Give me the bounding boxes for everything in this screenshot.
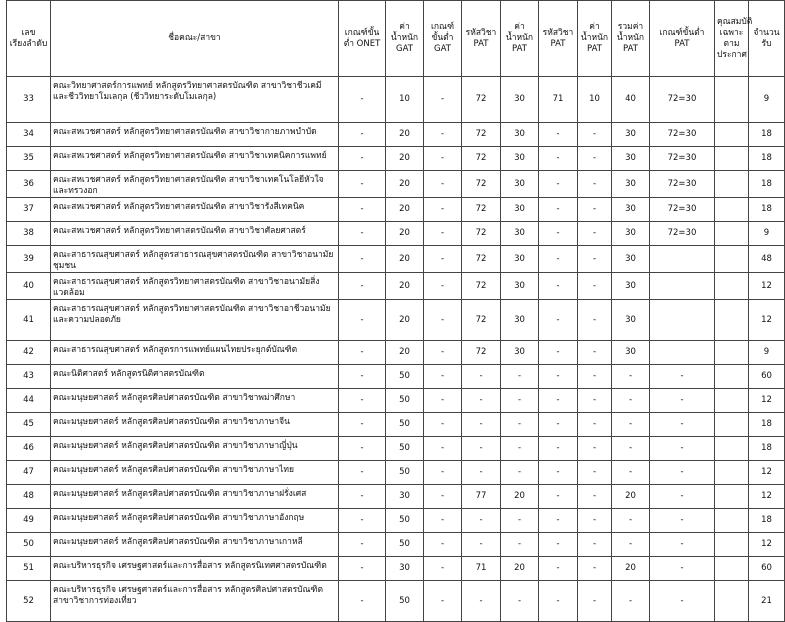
- cell-gat-min: -: [424, 123, 462, 147]
- cell-no: 38: [7, 222, 51, 246]
- cell-name: คณะสาธารณสุขศาสตร์ หลักสูตรการแพทย์แผนไทยประยุกต์บัณฑิต: [51, 341, 339, 365]
- cell-pat-code2: 71: [539, 77, 578, 123]
- cell-no: 37: [7, 198, 51, 222]
- table-row: [7, 437, 785, 461]
- cell-name: คณะสาธารณสุขศาสตร์ หลักสูตรวิทยาศาสตรบัณฑิต สาขาวิชาอาชีวอนามัยและความปลอดภัย: [51, 300, 339, 341]
- cell-seats: 18: [749, 413, 785, 437]
- cell-pat-code1: 72: [462, 246, 501, 273]
- cell-pat-code2: -: [539, 509, 578, 533]
- cell-seats: 60: [749, 557, 785, 581]
- cell-onet: -: [339, 341, 386, 365]
- cell-onet: -: [339, 557, 386, 581]
- table-row: [7, 389, 785, 413]
- cell-name: คณะมนุษยศาสตร์ หลักสูตรศิลปศาสตรบัณฑิต สาขาวิชาภาษาจีน: [51, 413, 339, 437]
- cell-onet: -: [339, 437, 386, 461]
- cell-pat-sum: -: [612, 437, 650, 461]
- cell-gat-w: 50: [386, 533, 424, 557]
- cell-seats: 9: [749, 77, 785, 123]
- cell-pat-code1: -: [462, 365, 501, 389]
- cell-gat-min: -: [424, 147, 462, 171]
- cell-pat-sum: 30: [612, 341, 650, 365]
- cell-pat-code2: -: [539, 246, 578, 273]
- cell-onet: -: [339, 300, 386, 341]
- cell-pat-code2: -: [539, 222, 578, 246]
- cell-seats: 18: [749, 437, 785, 461]
- cell-name: คณะสหเวชศาสตร์ หลักสูตรวิทยาศาสตรบัณฑิต สาขาวิชารังสีเทคนิค: [51, 198, 339, 222]
- cell-spec: [715, 273, 749, 300]
- cell-pat-code2: -: [539, 198, 578, 222]
- cell-gat-min: -: [424, 557, 462, 581]
- cell-pat-w2: -: [578, 533, 612, 557]
- cell-pat-code1: -: [462, 533, 501, 557]
- cell-spec: [715, 198, 749, 222]
- cell-pat-code1: 72: [462, 273, 501, 300]
- cell-gat-min: -: [424, 581, 462, 622]
- cell-pat-w2: -: [578, 413, 612, 437]
- cell-no: 49: [7, 509, 51, 533]
- cell-no: 50: [7, 533, 51, 557]
- table-row: [7, 171, 785, 198]
- table-row: [7, 533, 785, 557]
- cell-pat-code2: -: [539, 171, 578, 198]
- cell-no: 42: [7, 341, 51, 365]
- cell-pat-w2: -: [578, 461, 612, 485]
- cell-name: คณะมนุษยศาสตร์ หลักสูตรศิลปศาสตรบัณฑิต สาขาวิชาภาษาฝรั่งเศส: [51, 485, 339, 509]
- cell-pat-w1: -: [501, 437, 539, 461]
- cell-seats: 12: [749, 533, 785, 557]
- cell-gat-min: -: [424, 509, 462, 533]
- cell-pat-w2: -: [578, 437, 612, 461]
- cell-onet: -: [339, 581, 386, 622]
- cell-pat-min: -: [650, 509, 715, 533]
- cell-name: คณะสหเวชศาสตร์ หลักสูตรวิทยาศาสตรบัณฑิต สาขาวิชาเทคโนโลยีหัวใจและทรวงอก: [51, 171, 339, 198]
- cell-gat-min: -: [424, 485, 462, 509]
- cell-spec: [715, 533, 749, 557]
- cell-pat-code2: -: [539, 147, 578, 171]
- cell-pat-w1: -: [501, 365, 539, 389]
- table-row: [7, 300, 785, 341]
- cell-seats: 18: [749, 147, 785, 171]
- cell-name: คณะสหเวชศาสตร์ หลักสูตรวิทยาศาสตรบัณฑิต สาขาวิชาศัลยศาสตร์: [51, 222, 339, 246]
- cell-pat-code2: -: [539, 341, 578, 365]
- table-row: [7, 557, 785, 581]
- cell-pat-min: [650, 300, 715, 341]
- cell-pat-min: 72=30: [650, 198, 715, 222]
- cell-pat-w1: -: [501, 389, 539, 413]
- cell-gat-min: -: [424, 171, 462, 198]
- cell-onet: -: [339, 485, 386, 509]
- cell-seats: 18: [749, 509, 785, 533]
- cell-spec: [715, 222, 749, 246]
- table-row: [7, 341, 785, 365]
- cell-name: คณะสหเวชศาสตร์ หลักสูตรวิทยาศาสตรบัณฑิต สาขาวิชากายภาพบำบัด: [51, 123, 339, 147]
- cell-gat-w: 50: [386, 389, 424, 413]
- cell-pat-code1: 72: [462, 171, 501, 198]
- cell-gat-min: -: [424, 246, 462, 273]
- table-row: [7, 413, 785, 437]
- cell-onet: -: [339, 389, 386, 413]
- cell-no: 43: [7, 365, 51, 389]
- cell-gat-min: -: [424, 389, 462, 413]
- cell-pat-code1: -: [462, 509, 501, 533]
- cell-gat-min: -: [424, 273, 462, 300]
- cell-name: คณะมนุษยศาสตร์ หลักสูตรศิลปศาสตรบัณฑิต สาขาวิชาพม่าศึกษา: [51, 389, 339, 413]
- cell-seats: 18: [749, 198, 785, 222]
- cell-pat-code1: 72: [462, 341, 501, 365]
- cell-pat-w2: -: [578, 273, 612, 300]
- cell-gat-w: 20: [386, 341, 424, 365]
- cell-pat-w2: -: [578, 365, 612, 389]
- cell-onet: -: [339, 147, 386, 171]
- cell-pat-code1: 72: [462, 77, 501, 123]
- cell-pat-min: 72=30: [650, 77, 715, 123]
- cell-no: 33: [7, 77, 51, 123]
- cell-onet: -: [339, 365, 386, 389]
- cell-pat-w1: 30: [501, 222, 539, 246]
- cell-onet: -: [339, 509, 386, 533]
- cell-no: 45: [7, 413, 51, 437]
- cell-seats: 12: [749, 389, 785, 413]
- cell-pat-sum: 30: [612, 300, 650, 341]
- cell-pat-min: -: [650, 437, 715, 461]
- cell-pat-w2: -: [578, 389, 612, 413]
- cell-pat-w1: 30: [501, 246, 539, 273]
- cell-gat-w: 50: [386, 413, 424, 437]
- cell-seats: 9: [749, 222, 785, 246]
- cell-gat-w: 30: [386, 557, 424, 581]
- cell-spec: [715, 389, 749, 413]
- cell-no: 52: [7, 581, 51, 622]
- header-cell: เกณฑ์ขั้นต่ำ ONET: [339, 1, 386, 77]
- cell-pat-sum: -: [612, 581, 650, 622]
- header-cell: เลข เรียงลำดับ: [7, 1, 51, 77]
- cell-pat-w2: -: [578, 485, 612, 509]
- cell-seats: 9: [749, 341, 785, 365]
- cell-pat-code2: -: [539, 533, 578, 557]
- cell-pat-code1: -: [462, 581, 501, 622]
- cell-onet: -: [339, 533, 386, 557]
- table-row: [7, 147, 785, 171]
- table-row: [7, 581, 785, 622]
- cell-pat-w2: -: [578, 557, 612, 581]
- cell-gat-min: -: [424, 300, 462, 341]
- cell-pat-code1: 72: [462, 123, 501, 147]
- cell-pat-w2: 10: [578, 77, 612, 123]
- cell-gat-min: -: [424, 198, 462, 222]
- cell-pat-min: -: [650, 485, 715, 509]
- table-row: [7, 123, 785, 147]
- cell-spec: [715, 123, 749, 147]
- cell-pat-code2: -: [539, 557, 578, 581]
- cell-pat-sum: 30: [612, 123, 650, 147]
- cell-pat-code1: -: [462, 413, 501, 437]
- header-cell: ค่า น้ำหนัก GAT: [386, 1, 424, 77]
- cell-pat-min: [650, 341, 715, 365]
- cell-pat-w1: 30: [501, 198, 539, 222]
- cell-pat-w1: 30: [501, 341, 539, 365]
- cell-pat-code1: 72: [462, 300, 501, 341]
- cell-gat-min: -: [424, 437, 462, 461]
- cell-pat-w2: -: [578, 581, 612, 622]
- cell-pat-sum: 20: [612, 485, 650, 509]
- cell-onet: -: [339, 413, 386, 437]
- cell-pat-w2: -: [578, 198, 612, 222]
- table-body: [7, 77, 785, 622]
- table-row: [7, 509, 785, 533]
- cell-pat-sum: 30: [612, 273, 650, 300]
- cell-gat-w: 20: [386, 198, 424, 222]
- cell-gat-w: 20: [386, 246, 424, 273]
- cell-pat-min: -: [650, 413, 715, 437]
- header-cell: เกณฑ์ ขั้นต่ำ GAT: [424, 1, 462, 77]
- cell-onet: -: [339, 273, 386, 300]
- cell-pat-w1: 20: [501, 557, 539, 581]
- cell-name: คณะสาธารณสุขศาสตร์ หลักสูตรสาธารณสุขศาสตรบัณฑิต สาขาวิชาอนามัยชุมชน: [51, 246, 339, 273]
- cell-pat-sum: 40: [612, 77, 650, 123]
- cell-name: คณะบริหารธุรกิจ เศรษฐศาสตร์และการสื่อสาร หลักสูตรศิลปศาสตรบัณฑิต สาขาวิชาการท่องเที่ยว: [51, 581, 339, 622]
- table-row: [7, 198, 785, 222]
- cell-pat-code1: 71: [462, 557, 501, 581]
- cell-pat-code2: -: [539, 437, 578, 461]
- cell-pat-w1: -: [501, 533, 539, 557]
- cell-pat-min: -: [650, 533, 715, 557]
- cell-pat-code2: -: [539, 389, 578, 413]
- cell-pat-min: -: [650, 461, 715, 485]
- table-header-row: [7, 1, 785, 77]
- cell-spec: [715, 300, 749, 341]
- cell-pat-code1: -: [462, 389, 501, 413]
- cell-pat-min: -: [650, 365, 715, 389]
- cell-spec: [715, 246, 749, 273]
- header-cell: รวมค่า น้ำหนัก PAT: [612, 1, 650, 77]
- header-cell: จำนวนรับ: [749, 1, 785, 77]
- cell-pat-w2: -: [578, 509, 612, 533]
- cell-gat-min: -: [424, 461, 462, 485]
- cell-name: คณะมนุษยศาสตร์ หลักสูตรศิลปศาสตรบัณฑิต สาขาวิชาภาษาอังกฤษ: [51, 509, 339, 533]
- cell-seats: 21: [749, 581, 785, 622]
- cell-pat-code2: -: [539, 485, 578, 509]
- cell-pat-code1: 72: [462, 222, 501, 246]
- header-cell: รหัสวิชา PAT: [539, 1, 578, 77]
- cell-pat-min: 72=30: [650, 171, 715, 198]
- cell-pat-code1: -: [462, 437, 501, 461]
- cell-gat-min: -: [424, 533, 462, 557]
- cell-spec: [715, 461, 749, 485]
- cell-pat-sum: -: [612, 533, 650, 557]
- cell-pat-code2: -: [539, 365, 578, 389]
- cell-spec: [715, 77, 749, 123]
- cell-pat-w1: 30: [501, 123, 539, 147]
- cell-no: 41: [7, 300, 51, 341]
- cell-no: 48: [7, 485, 51, 509]
- cell-no: 34: [7, 123, 51, 147]
- cell-pat-min: 72=30: [650, 123, 715, 147]
- cell-gat-w: 30: [386, 485, 424, 509]
- cell-pat-w2: -: [578, 222, 612, 246]
- header-cell: ค่า น้ำหนัก PAT: [501, 1, 539, 77]
- header-cell: ชื่อคณะ/สาขา: [51, 1, 339, 77]
- cell-seats: 48: [749, 246, 785, 273]
- cell-spec: [715, 509, 749, 533]
- cell-pat-w1: 30: [501, 147, 539, 171]
- cell-pat-w2: -: [578, 246, 612, 273]
- cell-gat-w: 20: [386, 171, 424, 198]
- cell-gat-w: 20: [386, 147, 424, 171]
- cell-gat-min: -: [424, 413, 462, 437]
- cell-no: 35: [7, 147, 51, 171]
- cell-pat-w2: -: [578, 123, 612, 147]
- cell-spec: [715, 557, 749, 581]
- cell-pat-w1: 30: [501, 273, 539, 300]
- cell-no: 39: [7, 246, 51, 273]
- cell-spec: [715, 147, 749, 171]
- cell-pat-min: [650, 273, 715, 300]
- header-cell: เกณฑ์ขั้นต่ำ PAT: [650, 1, 715, 77]
- cell-seats: 18: [749, 171, 785, 198]
- cell-gat-min: -: [424, 341, 462, 365]
- cell-gat-w: 20: [386, 273, 424, 300]
- cell-pat-w2: -: [578, 300, 612, 341]
- cell-gat-w: 50: [386, 461, 424, 485]
- cell-spec: [715, 341, 749, 365]
- cell-name: คณะวิทยาศาสตร์การแพทย์ หลักสูตรวิทยาศาสตรบัณฑิต สาขาวิชาชีวเคมีและชีววิทยาโมเลกุล (ชีววิทยาระดับโมเลกุล): [51, 77, 339, 123]
- cell-onet: -: [339, 77, 386, 123]
- table-row: [7, 246, 785, 273]
- cell-pat-code2: -: [539, 123, 578, 147]
- cell-no: 46: [7, 437, 51, 461]
- cell-pat-w1: 30: [501, 300, 539, 341]
- header-cell: ค่า น้ำหนัก PAT: [578, 1, 612, 77]
- header-cell: คุณสมบัติ เฉพาะ ตาม ประกาศ: [715, 1, 749, 77]
- cell-pat-sum: 30: [612, 147, 650, 171]
- cell-pat-sum: -: [612, 461, 650, 485]
- cell-spec: [715, 365, 749, 389]
- cell-seats: 12: [749, 300, 785, 341]
- cell-pat-code1: -: [462, 461, 501, 485]
- cell-seats: 18: [749, 123, 785, 147]
- cell-pat-w1: -: [501, 461, 539, 485]
- cell-name: คณะสหเวชศาสตร์ หลักสูตรวิทยาศาสตรบัณฑิต สาขาวิชาเทคนิคการแพทย์: [51, 147, 339, 171]
- cell-pat-w1: -: [501, 581, 539, 622]
- cell-pat-w1: 30: [501, 77, 539, 123]
- cell-no: 36: [7, 171, 51, 198]
- cell-spec: [715, 171, 749, 198]
- cell-pat-min: -: [650, 389, 715, 413]
- table-row: [7, 485, 785, 509]
- cell-seats: 12: [749, 273, 785, 300]
- cell-pat-min: 72=30: [650, 222, 715, 246]
- cell-pat-sum: -: [612, 365, 650, 389]
- cell-pat-w1: -: [501, 509, 539, 533]
- cell-spec: [715, 413, 749, 437]
- cell-pat-min: -: [650, 557, 715, 581]
- cell-pat-code2: -: [539, 300, 578, 341]
- cell-onet: -: [339, 246, 386, 273]
- cell-pat-code2: -: [539, 461, 578, 485]
- header-cell: รหัสวิชา PAT: [462, 1, 501, 77]
- cell-pat-code2: -: [539, 413, 578, 437]
- cell-onet: -: [339, 123, 386, 147]
- cell-gat-w: 20: [386, 222, 424, 246]
- cell-pat-code2: -: [539, 273, 578, 300]
- cell-pat-sum: 30: [612, 246, 650, 273]
- cell-name: คณะมนุษยศาสตร์ หลักสูตรศิลปศาสตรบัณฑิต สาขาวิชาภาษาไทย: [51, 461, 339, 485]
- table-row: [7, 273, 785, 300]
- cell-pat-sum: -: [612, 413, 650, 437]
- cell-gat-w: 50: [386, 509, 424, 533]
- cell-pat-sum: 30: [612, 198, 650, 222]
- cell-pat-w2: -: [578, 147, 612, 171]
- cell-pat-sum: -: [612, 509, 650, 533]
- cell-pat-w2: -: [578, 341, 612, 365]
- cell-name: คณะบริหารธุรกิจ เศรษฐศาสตร์และการสื่อสาร หลักสูตรนิเทศศาสตรบัณฑิต: [51, 557, 339, 581]
- cell-pat-min: 72=30: [650, 147, 715, 171]
- cell-pat-code1: 77: [462, 485, 501, 509]
- cell-onet: -: [339, 461, 386, 485]
- cell-pat-min: -: [650, 581, 715, 622]
- cell-spec: [715, 437, 749, 461]
- cell-gat-w: 20: [386, 300, 424, 341]
- cell-pat-sum: 30: [612, 171, 650, 198]
- cell-pat-w1: -: [501, 413, 539, 437]
- cell-onet: -: [339, 222, 386, 246]
- cell-pat-w2: -: [578, 171, 612, 198]
- cell-spec: [715, 581, 749, 622]
- cell-pat-w1: 20: [501, 485, 539, 509]
- cell-gat-w: 10: [386, 77, 424, 123]
- cell-gat-w: 50: [386, 581, 424, 622]
- table-row: [7, 365, 785, 389]
- cell-seats: 60: [749, 365, 785, 389]
- cell-pat-min: [650, 246, 715, 273]
- cell-pat-sum: 20: [612, 557, 650, 581]
- cell-gat-min: -: [424, 222, 462, 246]
- table-row: [7, 77, 785, 123]
- cell-seats: 12: [749, 485, 785, 509]
- cell-pat-sum: -: [612, 389, 650, 413]
- cell-gat-min: -: [424, 365, 462, 389]
- cell-spec: [715, 485, 749, 509]
- table-row: [7, 461, 785, 485]
- cell-no: 40: [7, 273, 51, 300]
- cell-gat-min: -: [424, 77, 462, 123]
- cell-pat-w1: 30: [501, 171, 539, 198]
- cell-no: 44: [7, 389, 51, 413]
- cell-gat-w: 50: [386, 365, 424, 389]
- cell-name: คณะมนุษยศาสตร์ หลักสูตรศิลปศาสตรบัณฑิต สาขาวิชาภาษาเกาหลี: [51, 533, 339, 557]
- table-row: [7, 222, 785, 246]
- cell-pat-code1: 72: [462, 198, 501, 222]
- cell-no: 51: [7, 557, 51, 581]
- cell-onet: -: [339, 198, 386, 222]
- cell-name: คณะสาธารณสุขศาสตร์ หลักสูตรวิทยาศาสตรบัณฑิต สาขาวิชาอนามัยสิ่งแวดล้อม: [51, 273, 339, 300]
- cell-name: คณะนิติศาสตร์ หลักสูตรนิติศาสตรบัณฑิต: [51, 365, 339, 389]
- cell-seats: 12: [749, 461, 785, 485]
- cell-gat-w: 50: [386, 437, 424, 461]
- cell-pat-code2: -: [539, 581, 578, 622]
- cell-pat-code1: 72: [462, 147, 501, 171]
- cell-no: 47: [7, 461, 51, 485]
- cell-name: คณะมนุษยศาสตร์ หลักสูตรศิลปศาสตรบัณฑิต สาขาวิชาภาษาญี่ปุ่น: [51, 437, 339, 461]
- cell-onet: -: [339, 171, 386, 198]
- admission-criteria-table: [6, 0, 785, 622]
- cell-pat-sum: 30: [612, 222, 650, 246]
- cell-gat-w: 20: [386, 123, 424, 147]
